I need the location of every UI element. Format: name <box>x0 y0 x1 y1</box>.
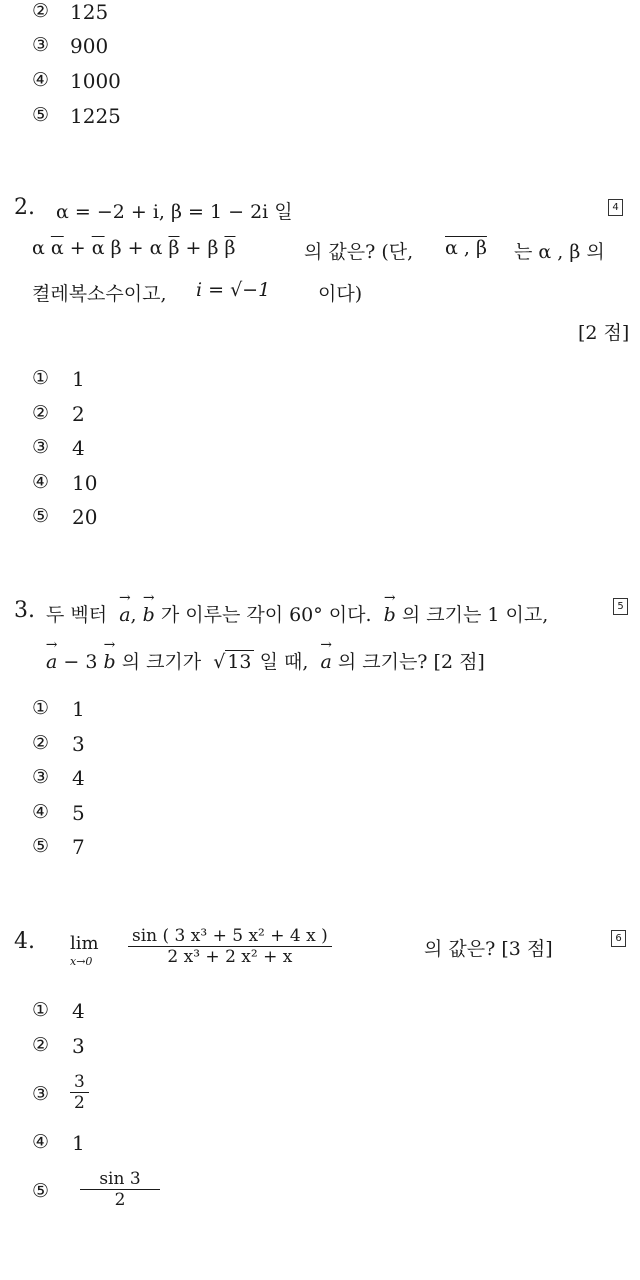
q3-option-mark: ③ <box>32 766 50 788</box>
q3-option-value: 7 <box>72 835 85 859</box>
vector-a: → a <box>46 651 57 673</box>
q2-option-value: 2 <box>72 402 85 426</box>
q1-option-mark: ⑤ <box>32 104 50 126</box>
sqrt-13: 13 <box>227 651 252 673</box>
question-index-box: 4 <box>608 199 623 216</box>
q2-option-mark: ③ <box>32 436 50 458</box>
q3-text-post: 의 크기는 1 이고, <box>401 604 549 626</box>
q2-option-mark: ⑤ <box>32 505 50 527</box>
q2-conjugates: α , β <box>445 237 487 259</box>
q2-note: 는 α , β 의 <box>514 241 605 263</box>
q3-text-mid2: 의 크기가 <box>121 651 202 673</box>
question-number: 4. <box>14 929 35 954</box>
question-number: 2. <box>14 195 35 220</box>
limit-subscript: x→0 <box>70 955 93 968</box>
q4-option-mark: ① <box>32 999 50 1021</box>
q4-option-mark: ③ <box>32 1083 50 1105</box>
fraction-numerator: sin 3 <box>99 1169 141 1189</box>
question-number: 3. <box>14 598 35 623</box>
question-index-box: 5 <box>613 598 628 615</box>
q3-text-mid: 가 이루는 각이 60° 이다. <box>160 604 372 626</box>
q4-option-mark: ④ <box>32 1131 50 1153</box>
q2-option-mark: ② <box>32 402 50 424</box>
q4-option-mark: ⑤ <box>32 1180 50 1202</box>
q1-option-value: 1000 <box>70 69 121 93</box>
vector-a: → a <box>320 651 331 673</box>
q2-option-value: 1 <box>72 367 85 391</box>
fraction-denominator: 2 <box>74 1093 85 1113</box>
q1-option-value: 1225 <box>70 104 121 128</box>
q3-option-mark: ⑤ <box>32 835 50 857</box>
q4-question-text: 의 값은? [3 점] <box>424 938 553 960</box>
limit-denominator: 2 x³ + 2 x² + x <box>167 947 293 967</box>
q2-note-end: 이다) <box>318 283 363 305</box>
q4-option-fraction <box>80 1169 160 1210</box>
q2-condition: α = −2 + i, β = 1 − 2i 일 <box>56 201 293 223</box>
q3-option-mark: ② <box>32 732 50 754</box>
q2-imaginary-def: i = √−1 <box>196 279 271 301</box>
q2-note-cont: 켤레복소수이고, <box>32 283 167 305</box>
q3-option-value: 1 <box>72 697 85 721</box>
q2-option-mark: ① <box>32 367 50 389</box>
q1-option-mark: ② <box>32 0 50 22</box>
q4-option-value: 1 <box>72 1131 85 1155</box>
q1-option-mark: ④ <box>32 69 50 91</box>
q2-question-text: 의 값은? (단, <box>304 241 414 263</box>
q4-option-value: 3 <box>72 1034 85 1058</box>
vector-a: → a <box>119 604 130 626</box>
limit-fraction <box>128 926 332 967</box>
q4-option-value: 4 <box>72 999 85 1023</box>
vector-b: → b <box>384 604 396 626</box>
vector-b: → b <box>103 651 115 673</box>
q3-option-value: 5 <box>72 801 85 825</box>
q2-expression: α $\overline{\alpha} + \overline{\alpha}$ β + α $\overline{\beta} + \beta$ $\overline{\beta}$ <box>32 237 236 259</box>
limit-label: lim <box>70 933 99 954</box>
q3-text-pre: 두 벡터 <box>46 604 108 626</box>
q1-option-value: 125 <box>70 0 109 24</box>
q2-option-mark: ④ <box>32 471 50 493</box>
q1-option-value: 900 <box>70 34 109 58</box>
q4-option-fraction <box>70 1072 89 1113</box>
vector-b: → b <box>143 604 155 626</box>
fraction-numerator: 3 <box>74 1072 85 1092</box>
q3-option-mark: ④ <box>32 801 50 823</box>
q3-option-value: 3 <box>72 732 85 756</box>
q1-option-mark: ③ <box>32 34 50 56</box>
q2-option-value: 4 <box>72 436 85 460</box>
q3-text-1: 두 벡터 → a, → b 가 이루는 각이 60° 이다. → b 의 크기는 1 이고, <box>46 600 548 627</box>
q3-option-mark: ① <box>32 697 50 719</box>
limit-numerator: sin ( 3 x³ + 5 x² + 4 x ) <box>132 926 328 946</box>
q4-option-mark: ② <box>32 1034 50 1056</box>
q3-text-2: → a − 3 → b 의 크기가 √ 13 일 때, → a 의 크기는? [2 점] <box>46 647 485 674</box>
q2-option-value: 20 <box>72 505 98 529</box>
q3-text-post2: 의 크기는? [2 점] <box>337 651 485 673</box>
q3-option-value: 4 <box>72 766 85 790</box>
q2-points: [2 점] <box>578 322 630 344</box>
question-index-box: 6 <box>611 930 626 947</box>
q3-text-mid3: 일 때, <box>259 651 309 673</box>
fraction-denominator: 2 <box>114 1190 126 1210</box>
q2-option-value: 10 <box>72 471 98 495</box>
